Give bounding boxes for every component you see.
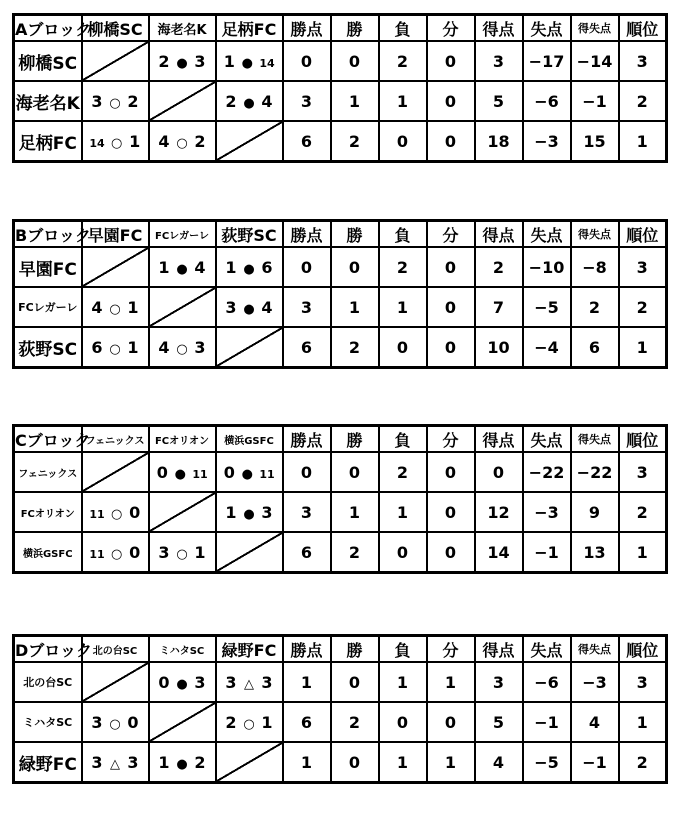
losses-cell: 1 bbox=[379, 287, 427, 327]
rank-cell: 2 bbox=[619, 742, 667, 783]
self-match-cell bbox=[149, 81, 216, 121]
losses-cell: 2 bbox=[379, 247, 427, 287]
standings-table bbox=[12, 634, 668, 784]
opponent-header: FCレガーレ bbox=[149, 221, 216, 248]
rank-header: 順位 bbox=[619, 15, 667, 42]
rank-header: 順位 bbox=[619, 426, 667, 453]
goals-against-cell: −17 bbox=[523, 41, 571, 81]
draws-cell: 0 bbox=[427, 247, 475, 287]
opponent-header: 早園FC bbox=[82, 221, 149, 248]
self-match-cell bbox=[149, 492, 216, 532]
goals-for-cell: 7 bbox=[475, 287, 523, 327]
opponent-header: フェニックス bbox=[82, 426, 149, 453]
goal-diff-cell: −14 bbox=[571, 41, 619, 81]
draws-cell: 0 bbox=[427, 532, 475, 573]
block-a-standings bbox=[12, 13, 668, 163]
goals-against-cell: −1 bbox=[523, 532, 571, 573]
points-cell: 1 bbox=[283, 662, 331, 702]
rank-cell: 3 bbox=[619, 247, 667, 287]
losses-cell: 1 bbox=[379, 492, 427, 532]
match-result: 11 ○ 0 bbox=[82, 492, 149, 532]
standings-table bbox=[12, 13, 668, 163]
goal-diff-header: 得失点 bbox=[571, 15, 619, 42]
draws-cell: 0 bbox=[427, 327, 475, 368]
match-result: 0 ● 11 bbox=[149, 452, 216, 492]
goals-for-cell: 12 bbox=[475, 492, 523, 532]
points-cell: 3 bbox=[283, 492, 331, 532]
match-result: 0 ● 3 bbox=[149, 662, 216, 702]
match-result: 1 ● 4 bbox=[149, 247, 216, 287]
losses-cell: 0 bbox=[379, 532, 427, 573]
losses-cell: 1 bbox=[379, 662, 427, 702]
self-match-cell bbox=[216, 121, 283, 162]
draws-header: 分 bbox=[427, 15, 475, 42]
wins-cell: 1 bbox=[331, 287, 379, 327]
goals-against-cell: −3 bbox=[523, 121, 571, 162]
goals-against-cell: −4 bbox=[523, 327, 571, 368]
points-cell: 6 bbox=[283, 702, 331, 742]
draws-cell: 0 bbox=[427, 287, 475, 327]
goals-for-cell: 2 bbox=[475, 247, 523, 287]
goals-against-cell: −5 bbox=[523, 287, 571, 327]
draws-cell: 0 bbox=[427, 452, 475, 492]
points-cell: 3 bbox=[283, 287, 331, 327]
self-match-cell bbox=[82, 41, 149, 81]
goals-for-cell: 5 bbox=[475, 81, 523, 121]
draws-header: 分 bbox=[427, 221, 475, 248]
points-cell: 6 bbox=[283, 532, 331, 573]
draws-cell: 1 bbox=[427, 662, 475, 702]
table-row bbox=[14, 327, 667, 368]
rank-cell: 3 bbox=[619, 452, 667, 492]
goals-for-cell: 10 bbox=[475, 327, 523, 368]
match-result: 6 ○ 1 bbox=[82, 327, 149, 368]
team-name: 海老名K bbox=[14, 81, 82, 121]
goals-for-cell: 14 bbox=[475, 532, 523, 573]
self-match-cell bbox=[216, 327, 283, 368]
losses-cell: 1 bbox=[379, 81, 427, 121]
match-result: 2 ○ 1 bbox=[216, 702, 283, 742]
table-row bbox=[14, 662, 667, 702]
goals-for-cell: 3 bbox=[475, 41, 523, 81]
block-b-standings bbox=[12, 219, 668, 369]
self-match-cell bbox=[216, 532, 283, 573]
draws-cell: 0 bbox=[427, 702, 475, 742]
standings-table bbox=[12, 424, 668, 574]
opponent-header: 緑野FC bbox=[216, 636, 283, 663]
wins-cell: 0 bbox=[331, 452, 379, 492]
wins-header: 勝 bbox=[331, 221, 379, 248]
goal-diff-cell: −1 bbox=[571, 742, 619, 783]
match-result: 3 ○ 2 bbox=[82, 81, 149, 121]
table-row bbox=[14, 452, 667, 492]
wins-header: 勝 bbox=[331, 426, 379, 453]
self-match-cell bbox=[82, 662, 149, 702]
goals-against-header: 失点 bbox=[523, 15, 571, 42]
opponent-header: FCオリオン bbox=[149, 426, 216, 453]
header-row bbox=[14, 15, 667, 42]
table-row bbox=[14, 532, 667, 573]
goals-against-header: 失点 bbox=[523, 426, 571, 453]
goal-diff-header: 得失点 bbox=[571, 426, 619, 453]
team-name: 足柄FC bbox=[14, 121, 82, 162]
rank-cell: 1 bbox=[619, 121, 667, 162]
points-header: 勝点 bbox=[283, 221, 331, 248]
table-row bbox=[14, 702, 667, 742]
self-match-cell bbox=[149, 702, 216, 742]
match-result: 14 ○ 1 bbox=[82, 121, 149, 162]
opponent-header: 横浜GSFC bbox=[216, 426, 283, 453]
goals-for-cell: 18 bbox=[475, 121, 523, 162]
match-result: 1 ● 6 bbox=[216, 247, 283, 287]
losses-header: 負 bbox=[379, 636, 427, 663]
header-row bbox=[14, 221, 667, 248]
match-result: 0 ● 11 bbox=[216, 452, 283, 492]
match-result: 4 ○ 1 bbox=[82, 287, 149, 327]
points-cell: 0 bbox=[283, 247, 331, 287]
block-label: Dブロック bbox=[14, 636, 82, 663]
team-name: 緑野FC bbox=[14, 742, 82, 783]
points-cell: 6 bbox=[283, 121, 331, 162]
goal-diff-cell: 2 bbox=[571, 287, 619, 327]
team-name: 早園FC bbox=[14, 247, 82, 287]
draws-cell: 0 bbox=[427, 41, 475, 81]
losses-header: 負 bbox=[379, 221, 427, 248]
wins-cell: 0 bbox=[331, 662, 379, 702]
goal-diff-cell: 13 bbox=[571, 532, 619, 573]
wins-header: 勝 bbox=[331, 636, 379, 663]
goals-against-cell: −1 bbox=[523, 702, 571, 742]
team-name: ミハタSC bbox=[14, 702, 82, 742]
wins-cell: 2 bbox=[331, 532, 379, 573]
header-row bbox=[14, 426, 667, 453]
wins-cell: 0 bbox=[331, 742, 379, 783]
draws-cell: 0 bbox=[427, 81, 475, 121]
block-d-standings bbox=[12, 634, 668, 784]
goals-for-cell: 3 bbox=[475, 662, 523, 702]
self-match-cell bbox=[216, 742, 283, 783]
losses-header: 負 bbox=[379, 15, 427, 42]
table-row bbox=[14, 121, 667, 162]
wins-cell: 2 bbox=[331, 327, 379, 368]
losses-header: 負 bbox=[379, 426, 427, 453]
goal-diff-header: 得失点 bbox=[571, 636, 619, 663]
losses-cell: 0 bbox=[379, 121, 427, 162]
goal-diff-cell: 9 bbox=[571, 492, 619, 532]
goal-diff-cell: 4 bbox=[571, 702, 619, 742]
rank-cell: 2 bbox=[619, 287, 667, 327]
team-name: FCオリオン bbox=[14, 492, 82, 532]
match-result: 2 ● 3 bbox=[149, 41, 216, 81]
match-result: 3 △ 3 bbox=[216, 662, 283, 702]
opponent-header: 北の台SC bbox=[82, 636, 149, 663]
match-result: 3 ○ 1 bbox=[149, 532, 216, 573]
block-c-standings bbox=[12, 424, 668, 574]
match-result: 1 ● 3 bbox=[216, 492, 283, 532]
team-name: フェニックス bbox=[14, 452, 82, 492]
goals-against-cell: −22 bbox=[523, 452, 571, 492]
match-result: 2 ● 4 bbox=[216, 81, 283, 121]
self-match-cell bbox=[82, 247, 149, 287]
rank-cell: 1 bbox=[619, 702, 667, 742]
opponent-header: 荻野SC bbox=[216, 221, 283, 248]
goals-for-header: 得点 bbox=[475, 426, 523, 453]
goals-for-cell: 0 bbox=[475, 452, 523, 492]
team-name: 横浜GSFC bbox=[14, 532, 82, 573]
goals-against-cell: −5 bbox=[523, 742, 571, 783]
goal-diff-cell: 6 bbox=[571, 327, 619, 368]
losses-cell: 0 bbox=[379, 702, 427, 742]
goal-diff-header: 得失点 bbox=[571, 221, 619, 248]
table-row bbox=[14, 492, 667, 532]
goals-against-header: 失点 bbox=[523, 636, 571, 663]
team-name: 荻野SC bbox=[14, 327, 82, 368]
points-header: 勝点 bbox=[283, 426, 331, 453]
wins-cell: 0 bbox=[331, 41, 379, 81]
goals-for-header: 得点 bbox=[475, 15, 523, 42]
match-result: 3 ○ 0 bbox=[82, 702, 149, 742]
header-row bbox=[14, 636, 667, 663]
rank-cell: 3 bbox=[619, 662, 667, 702]
wins-cell: 2 bbox=[331, 121, 379, 162]
wins-cell: 1 bbox=[331, 81, 379, 121]
points-header: 勝点 bbox=[283, 15, 331, 42]
match-result: 4 ○ 2 bbox=[149, 121, 216, 162]
self-match-cell bbox=[82, 452, 149, 492]
rank-cell: 1 bbox=[619, 327, 667, 368]
rank-header: 順位 bbox=[619, 221, 667, 248]
draws-cell: 0 bbox=[427, 492, 475, 532]
rank-cell: 3 bbox=[619, 41, 667, 81]
wins-cell: 1 bbox=[331, 492, 379, 532]
losses-cell: 0 bbox=[379, 327, 427, 368]
goals-against-header: 失点 bbox=[523, 221, 571, 248]
points-cell: 0 bbox=[283, 452, 331, 492]
rank-cell: 2 bbox=[619, 492, 667, 532]
goal-diff-cell: −3 bbox=[571, 662, 619, 702]
match-result: 3 ● 4 bbox=[216, 287, 283, 327]
opponent-header: 海老名K bbox=[149, 15, 216, 42]
opponent-header: 足柄FC bbox=[216, 15, 283, 42]
team-name: 柳橋SC bbox=[14, 41, 82, 81]
goals-against-cell: −6 bbox=[523, 81, 571, 121]
team-name: 北の台SC bbox=[14, 662, 82, 702]
goals-for-cell: 5 bbox=[475, 702, 523, 742]
points-header: 勝点 bbox=[283, 636, 331, 663]
table-row bbox=[14, 742, 667, 783]
match-result: 3 △ 3 bbox=[82, 742, 149, 783]
goal-diff-cell: −1 bbox=[571, 81, 619, 121]
goals-for-header: 得点 bbox=[475, 221, 523, 248]
goals-against-cell: −6 bbox=[523, 662, 571, 702]
draws-header: 分 bbox=[427, 426, 475, 453]
points-cell: 0 bbox=[283, 41, 331, 81]
block-label: Bブロック bbox=[14, 221, 82, 248]
match-result: 1 ● 2 bbox=[149, 742, 216, 783]
goals-against-cell: −10 bbox=[523, 247, 571, 287]
rank-cell: 2 bbox=[619, 81, 667, 121]
goal-diff-cell: −8 bbox=[571, 247, 619, 287]
self-match-cell bbox=[149, 287, 216, 327]
goal-diff-cell: −22 bbox=[571, 452, 619, 492]
table-row bbox=[14, 41, 667, 81]
goal-diff-cell: 15 bbox=[571, 121, 619, 162]
wins-cell: 2 bbox=[331, 702, 379, 742]
draws-cell: 1 bbox=[427, 742, 475, 783]
match-result: 1 ● 14 bbox=[216, 41, 283, 81]
losses-cell: 2 bbox=[379, 452, 427, 492]
losses-cell: 1 bbox=[379, 742, 427, 783]
losses-cell: 2 bbox=[379, 41, 427, 81]
opponent-header: 柳橋SC bbox=[82, 15, 149, 42]
wins-cell: 0 bbox=[331, 247, 379, 287]
standings-table bbox=[12, 219, 668, 369]
rank-header: 順位 bbox=[619, 636, 667, 663]
points-cell: 1 bbox=[283, 742, 331, 783]
match-result: 4 ○ 3 bbox=[149, 327, 216, 368]
draws-header: 分 bbox=[427, 636, 475, 663]
table-row bbox=[14, 81, 667, 121]
goals-for-cell: 4 bbox=[475, 742, 523, 783]
opponent-header: ミハタSC bbox=[149, 636, 216, 663]
table-row bbox=[14, 287, 667, 327]
draws-cell: 0 bbox=[427, 121, 475, 162]
wins-header: 勝 bbox=[331, 15, 379, 42]
goals-for-header: 得点 bbox=[475, 636, 523, 663]
goals-against-cell: −3 bbox=[523, 492, 571, 532]
points-cell: 6 bbox=[283, 327, 331, 368]
points-cell: 3 bbox=[283, 81, 331, 121]
block-label: Cブロック bbox=[14, 426, 82, 453]
match-result: 11 ○ 0 bbox=[82, 532, 149, 573]
table-row bbox=[14, 247, 667, 287]
team-name: FCレガーレ bbox=[14, 287, 82, 327]
block-label: Aブロック bbox=[14, 15, 82, 42]
rank-cell: 1 bbox=[619, 532, 667, 573]
